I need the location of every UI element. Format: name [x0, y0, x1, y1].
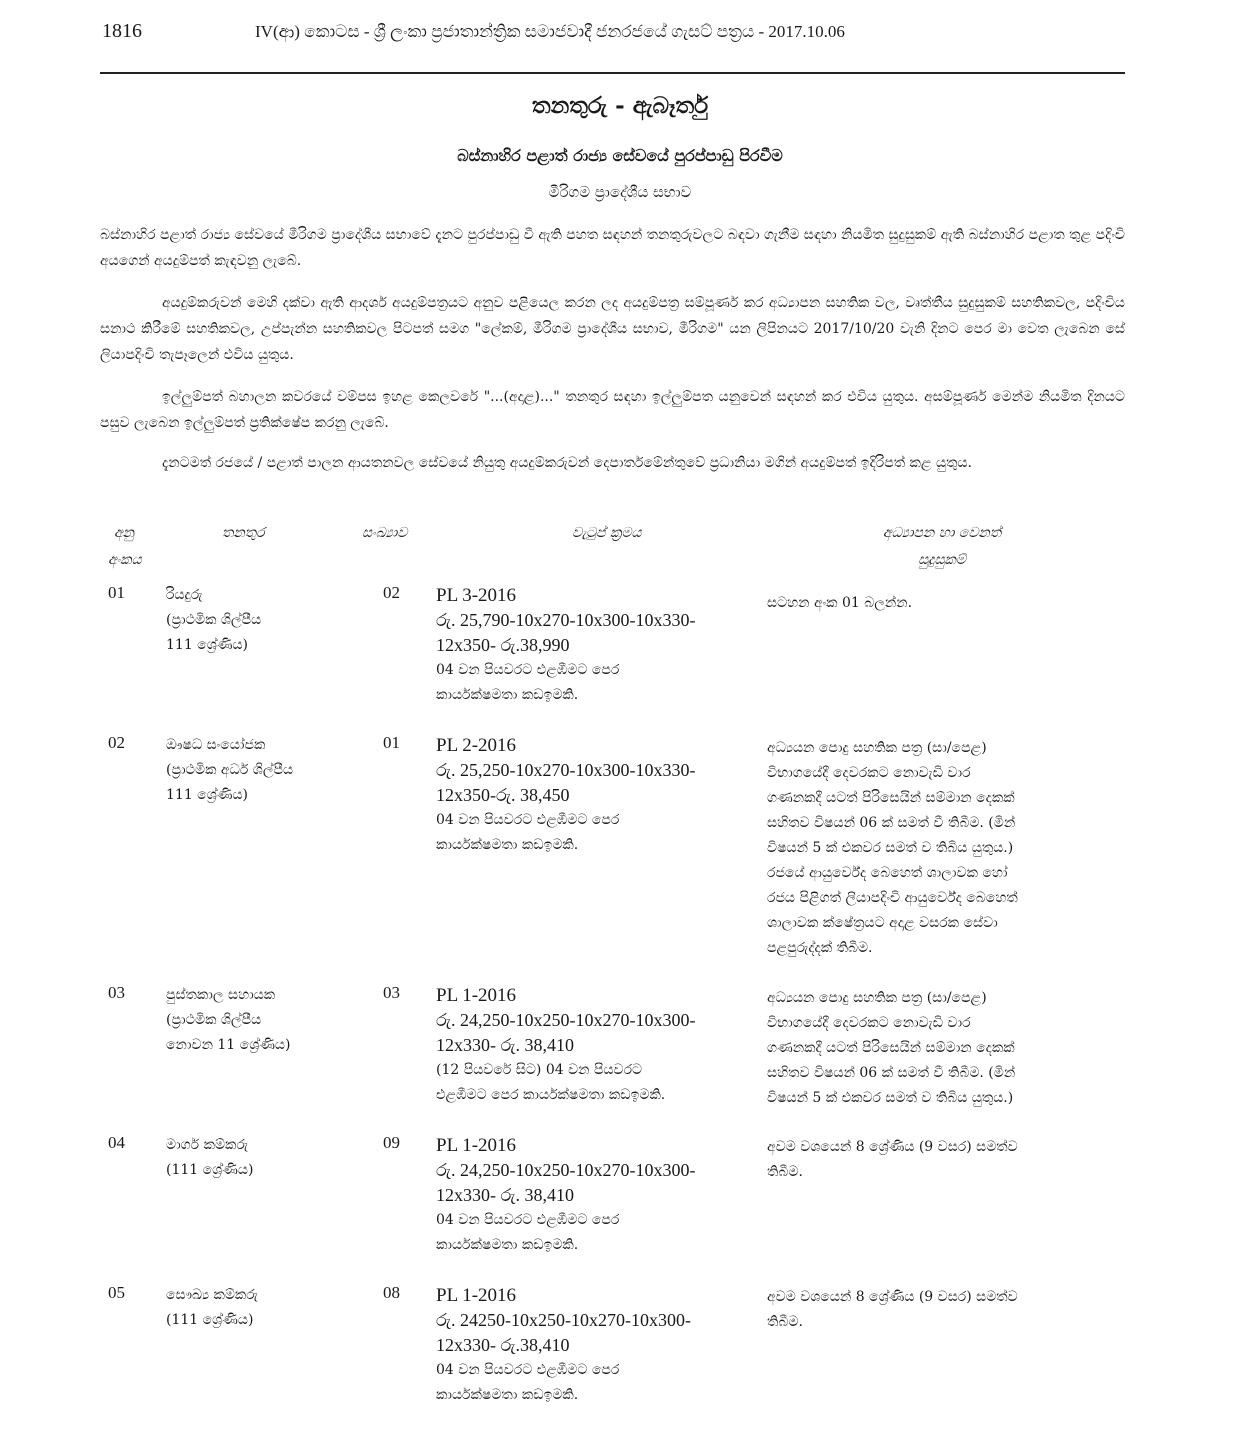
salary-note: 04 වන පියවරට එළඹීමට පෙර කාර්යක්ෂමතා කඩඉමකි.	[436, 1212, 620, 1253]
post-name: පුස්තකාල සහායක (ප්‍රාථමික ශිල්පීය නොවන 11 ශ්‍රේණිය)	[166, 987, 291, 1053]
intro-paragraph: බස්නාහිර පළාත් රාජ්‍ය සේවයේ මීරිගම ප්‍රාදේශීය සභාවේ දැනට පුරප්පාඩු වී ඇති පහත සඳහන් තනතුරුවලට බඳවා ගැනීම සඳහා නියමිත සුදුසුකම් ඇති බස්නාහිර පළාත තුළ පදිංචි අයගෙන් අයදුම්පත් කැඳවනු ලැබේ.	[100, 227, 1125, 269]
salary-scale: රු. 25,250-10x270-10x300-10x330- 12x350-රු. 38,450	[436, 760, 696, 805]
page-subtitle: බස්නාහිර පළාත් රාජ්‍ය සේවයේ පුරප්පාඩු පිරවීම	[457, 146, 783, 165]
header-serial-line2: අංකය	[108, 552, 142, 568]
salary-cell	[436, 983, 756, 1108]
salary-note: 04 වන පියවරට එළඹීමට පෙර කාර්යක්ෂමතා කඩඉමකි.	[436, 812, 620, 853]
serial-number: 02	[108, 733, 125, 752]
salary-code: PL 1-2016	[436, 985, 517, 1006]
salary-scale: රු. 24250-10x250-10x270-10x300- 12x330- රු.38,410	[436, 1310, 692, 1355]
header-serial-line1: අනු	[114, 525, 134, 541]
vacancy-count: 01	[383, 733, 400, 752]
salary-note: 04 වන පියවරට එළඹීමට පෙර කාර්යක්ෂමතා කඩඉමකි.	[436, 1362, 620, 1403]
salary-cell	[436, 733, 756, 858]
envelope-paragraph: ඉල්ලුම්පත් බහාලන කවරයේ වම්පස ඉහළ කෙලවරේ "...(අදාළ)..." තනතුර සඳහා ඉල්ලුම්පත යනුවෙන් සඳහන් කර එවිය යුතුය. අසම්පූර්ණ මෙන්ම නියමිත දිනයට පසුව ලැබෙන ඉල්ලුම්පත් ප්‍රතික්ෂේප කරනු ලැබේ.	[100, 389, 1125, 431]
serial-number: 04	[108, 1133, 125, 1152]
salary-code: PL 1-2016	[436, 1135, 517, 1156]
post-name: සෞඛ්‍ය කම්කරු (111 ශ්‍රේණිය)	[166, 1287, 258, 1328]
post-name: මාර්ග කම්කරු (111 ශ්‍රේණිය)	[166, 1137, 254, 1178]
application-paragraph: අයදුම්කරුවන් මෙහි දක්වා ඇති ආදර්ශ අයදුම්පත්‍රයට අනුව පළියෙල කරන ලද අයදුම්පත්‍ර සම්පූර්ණ කර අධ්‍යාපන සහතික වල, වෘත්තීය සුදුසුකම් සහතිකවල, පදිංචිය සනාථ කිරීමේ සහතිකවල, උප්පැන්න සහතිකවල පිටපත් සමග "ලේකම්, මීරිගම ප්‍රාදේශීය සභාව, මීරිගම" යන ලිපිනයට 2017/10/20 වැනි දිනට පෙර මා වෙත ලැබෙන සේ ලියාපදිංචි තැපෑලෙන් එවිය යුතුය.	[100, 295, 1125, 363]
header-qualifications-line2: සුදුසුකම්	[918, 552, 966, 568]
vacancy-count: 03	[383, 983, 400, 1002]
serial-number: 01	[108, 583, 125, 602]
vacancy-count: 08	[383, 1283, 400, 1302]
qualifications: අවම වශයෙන් 8 ශ්‍රේණිය (9 වසර) සමත්ව තිබීම.	[767, 1139, 1018, 1180]
qualifications: අධ්‍යයන පොදු සහතික පත්‍ර (සා/පෙළ) විභාගයේදී දෙවරකට නොවැඩි වාර ගණනකදී යටත් පිරිසෙයින් සම්මාන දෙකක් සහිතව විෂයන් 06 ක් සමත් වී තිබීම. (මින් විෂයන් 5 ක් එකවර සමත් ව තිබිය යුතුය.)	[767, 990, 1016, 1106]
page-number: 1816	[102, 20, 142, 42]
header-post: තනතුර	[222, 525, 265, 541]
salary-scale: රු. 25,790-10x270-10x300-10x330- 12x350- රු.38,990	[436, 610, 696, 655]
header-count: සංඛ්‍යාව	[362, 525, 408, 541]
council-name: මීරිගම ප්‍රාදේශීය සභාව	[548, 183, 692, 201]
header-rule	[100, 72, 1125, 74]
salary-cell	[436, 1133, 756, 1258]
salary-note: 04 වන පියවරට එළඹීමට පෙර කාර්යක්ෂමතා කඩඉමකි.	[436, 662, 620, 703]
post-name: රියදුරු (ප්‍රාථමික ශිල්පීය 111 ශ්‍රේණිය)	[166, 587, 262, 653]
qualifications: අධ්‍යයන පොදු සහතික පත්‍ර (සා/පෙළ) විභාගයේදී දෙවරකට නොවැඩි වාර ගණනකදී යටත් පිරිසෙයින් සම්මාන දෙකක් සහිතව විෂයන් 06 ක් සමත් වී තිබීම. (මින් විෂයන් 5 ක් එකවර සමත් ව තිබිය යුතුය.) රජයේ ආයුර්වේද බෙහෙත් ශාලාවක හෝ රජය පිළිගත් ලියාපදිංචි ආයුර්වේද බෙහෙත් ශාලාවක ක්ෂේත්‍රයට අදාළ වසරක සේවා පළපුරුද්දක් තිබීම.	[767, 740, 1018, 956]
salary-code: PL 2-2016	[436, 735, 517, 756]
page-title: තනතුරු - ඇබෑර්තු	[531, 92, 709, 119]
salary-scale: රු. 24,250-10x250-10x270-10x300- 12x330- රු. 38,410	[436, 1010, 696, 1055]
serial-number: 05	[108, 1283, 125, 1302]
vacancy-count: 02	[383, 583, 400, 602]
header-serial-number	[108, 520, 158, 574]
running-header: IV(ආ) කොටස - ශ්‍රී ලංකා ප්‍රජාතාන්ත්‍රික සමාජවාදී ජනරජයේ ගැසට් පත්‍රය - 2017.10.06	[255, 22, 845, 41]
header-qualifications-line1: අධ්‍යාපන හා වෙනත්	[882, 525, 1002, 541]
header-salary: වැටුප් ක්‍රමය	[572, 525, 642, 541]
salary-note: (12 පියවරේ සිට) 04 වන පියවරට එළඹීමට පෙර කාර්යක්ෂමතා කඩඉමකි.	[436, 1062, 666, 1103]
salary-cell	[436, 1283, 756, 1408]
post-name: ඖෂධ සංයෝජක (ප්‍රාථමික අර්ධ ශිල්පීය 111 ශ්‍රේණිය)	[166, 737, 294, 803]
salary-code: PL 3-2016	[436, 585, 517, 606]
salary-code: PL 1-2016	[436, 1285, 517, 1306]
salary-cell	[436, 583, 756, 708]
salary-scale: රු. 24,250-10x250-10x270-10x300- 12x330- රු. 38,410	[436, 1160, 696, 1205]
vacancy-count: 09	[383, 1133, 400, 1152]
qualifications: සටහන අංක 01 බලන්න.	[767, 595, 913, 611]
employed-applicants-paragraph: දැනටමත් රජයේ / පළාත් පාලන ආයතනවල සේවයේ නියුතු අයදුම්කරුවන් දෙපාර්තමේන්තුවේ ප්‍රධානියා මගින් අයදුම්පත් ඉදිරිපත් කළ යුතුය.	[162, 455, 972, 471]
serial-number: 03	[108, 983, 125, 1002]
header-qualifications	[842, 520, 1042, 574]
qualifications: අවම වශයෙන් 8 ශ්‍රේණිය (9 වසර) සමත්ව තිබීම.	[767, 1289, 1018, 1330]
